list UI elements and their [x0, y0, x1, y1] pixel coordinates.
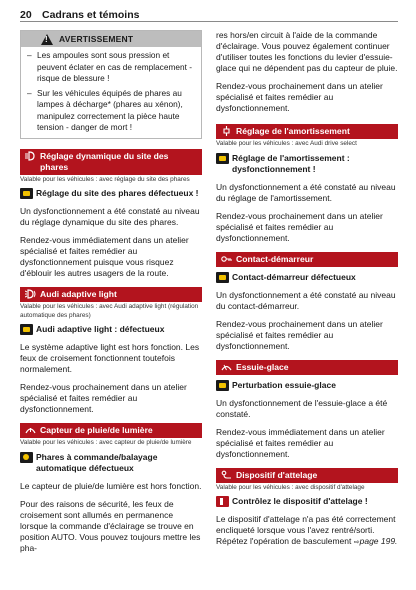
- section-title: Capteur de pluie/de lumière: [40, 425, 153, 435]
- section-title: Contact-démarreur: [236, 253, 314, 264]
- wiper-icon: [221, 362, 232, 372]
- page-reference-link[interactable]: page 199.: [359, 536, 398, 546]
- section-title: Réglage de l'amortissement: [236, 126, 350, 136]
- paragraph: res hors/en circuit à l'aide de la commande d'éclairage. Vous pouvez également continuer d'utiliser toutes les fonctions du levier d'essuie-glace qui ne dépendent pas du capteur de pluie.: [216, 30, 398, 73]
- paragraph: Rendez-vous prochainement dans un atelier spécialisé et faites remédier au dysfonctionnement.: [20, 382, 187, 414]
- paragraph: Rendez-vous prochainement dans un atelier spécialisé et faites remédier au dysfonctionnement.: [216, 318, 383, 351]
- message-text: Phares à commande/balayage automatique défectueux: [36, 451, 158, 473]
- section-subtitle: Valable pour les véhicules : avec Audi drive select: [216, 140, 357, 147]
- warning-item: – Les ampoules sont sous pression et peuvent éclater en cas de remplacement - risque de blessure !: [21, 47, 201, 85]
- warning-triangle-icon: [41, 34, 53, 45]
- section-rain-light-sensor: [20, 423, 202, 554]
- paragraph: [216, 514, 398, 548]
- section-towbar: [216, 468, 398, 549]
- message-text: Contrôlez le dispositif d'attelage !: [232, 496, 368, 506]
- light-sensor-lamp-icon: [20, 452, 33, 463]
- ignition-key-icon: [221, 254, 232, 264]
- section-wiper: [216, 360, 398, 460]
- paragraph: Rendez-vous prochainement dans un atelier spécialisé et faites remédier au dysfonctionnement.: [216, 81, 383, 113]
- message-line: [216, 380, 398, 391]
- section-title: Dispositif d'attelage: [236, 469, 318, 480]
- warning-header: [21, 31, 201, 47]
- message-text: Audi adaptive light : défectueux: [36, 324, 165, 334]
- section-header: [216, 360, 398, 375]
- message-line: [20, 452, 202, 474]
- message-text: Contact-démarreur défectueux: [232, 271, 356, 282]
- section-ignition: [216, 252, 398, 352]
- section-subtitle: Valable pour les véhicules : avec réglage du site des phares: [20, 175, 190, 183]
- paragraph: Un dysfonctionnement a été constaté au niveau du réglage dynamique du site des phares.: [20, 206, 200, 227]
- section-header: [216, 124, 398, 139]
- adaptive-light-icon: [25, 289, 36, 299]
- section-headlight-range: [20, 149, 202, 280]
- warning-item: – Sur les véhicules équipés de phares au lampes à décharge* (phares au xénon), manipulez correctement la pièce haute tension - danger de mort !: [21, 85, 201, 138]
- chapter-title: Cadrans et témoins: [42, 9, 140, 21]
- message-line: [216, 496, 398, 507]
- section-subtitle: Valable pour les véhicules : avec dispositif d'attelage: [216, 483, 365, 491]
- section-title: Essuie-glace: [236, 361, 289, 372]
- warning-lamp-icon: [216, 153, 229, 164]
- section-header: [216, 468, 398, 483]
- headlight-icon: [25, 151, 36, 161]
- message-line: [216, 153, 398, 175]
- paragraph: Un dysfonctionnement de l'essuie-glace a été constaté.: [216, 397, 388, 419]
- section-header: [20, 149, 202, 175]
- message-text: Réglage du site des phares défectueux !: [36, 188, 199, 198]
- section-adaptive-light: [20, 287, 202, 415]
- section-title: Audi adaptive light: [40, 289, 117, 299]
- paragraph: Un dysfonctionnement a été constaté au niveau du contact-démarreur.: [216, 289, 396, 311]
- section-subtitle: Valable pour les véhicules : avec Audi adaptive light (régulation automatique des phares): [20, 303, 199, 319]
- warning-lamp-icon: [20, 188, 33, 199]
- section-subtitle: Valable pour les véhicules : avec capteur de pluie/de lumière: [20, 439, 192, 446]
- paragraph: Un dysfonctionnement a été constaté au niveau du réglage de l'amortissement.: [216, 181, 396, 203]
- section-header: [216, 252, 398, 267]
- paragraph: Le système adaptive light est hors fonction. Les feux de croisement fonctionnent toutefois normalement.: [20, 342, 200, 374]
- warning-lamp-icon: [216, 272, 229, 283]
- message-text: Perturbation essuie-glace: [232, 379, 336, 390]
- warning-lamp-icon: [216, 380, 229, 391]
- paragraph-text: Le dispositif d'attelage n'a pas été correctement encliqueté lorsque vous l'avez rentré/sorti. Répétez l'opération de basculement: [216, 514, 396, 546]
- damper-icon: [221, 126, 232, 136]
- red-warning-lamp-icon: [216, 496, 229, 507]
- towbar-icon: [221, 470, 232, 480]
- message-line: [20, 324, 202, 335]
- paragraph: Rendez-vous immédiatement dans un atelier spécialisé et faites remédier au dysfonctionnement puisque vous risquez d'éblouir les autres usagers de la route.: [20, 235, 189, 278]
- section-damping: [216, 124, 398, 244]
- section-title: Réglage dynamique du site des phares: [40, 150, 169, 172]
- paragraph: Rendez-vous immédiatement dans un atelier spécialisé et faites remédier au dysfonctionnement.: [216, 426, 385, 459]
- rain-sensor-icon: [25, 425, 36, 435]
- page-reference-arrow-icon: ⇨: [353, 539, 360, 546]
- warning-title: AVERTISSEMENT: [59, 34, 134, 44]
- section-header: [20, 287, 202, 302]
- paragraph: Rendez-vous prochainement dans un atelier spécialisé et faites remédier au dysfonctionnement.: [216, 210, 383, 243]
- warning-box: [20, 30, 202, 139]
- message-text: Réglage de l'amortissement : dysfonctionnement !: [232, 152, 350, 174]
- right-column: [216, 30, 398, 556]
- page-header: [20, 4, 398, 22]
- left-column: [20, 30, 202, 562]
- message-line: [216, 272, 398, 283]
- message-line: [20, 188, 202, 199]
- warning-lamp-icon: [20, 324, 33, 335]
- paragraph: Le capteur de pluie/de lumière est hors fonction.: [20, 480, 202, 491]
- paragraph: Pour des raisons de sécurité, les feux de croisement sont allumés en permanence lorsque la commande d'éclairage se trouve en position AUTO. Vous pouvez toujours mettre les pha-: [20, 498, 201, 553]
- page-number: 20: [20, 9, 32, 21]
- section-header: [20, 423, 202, 438]
